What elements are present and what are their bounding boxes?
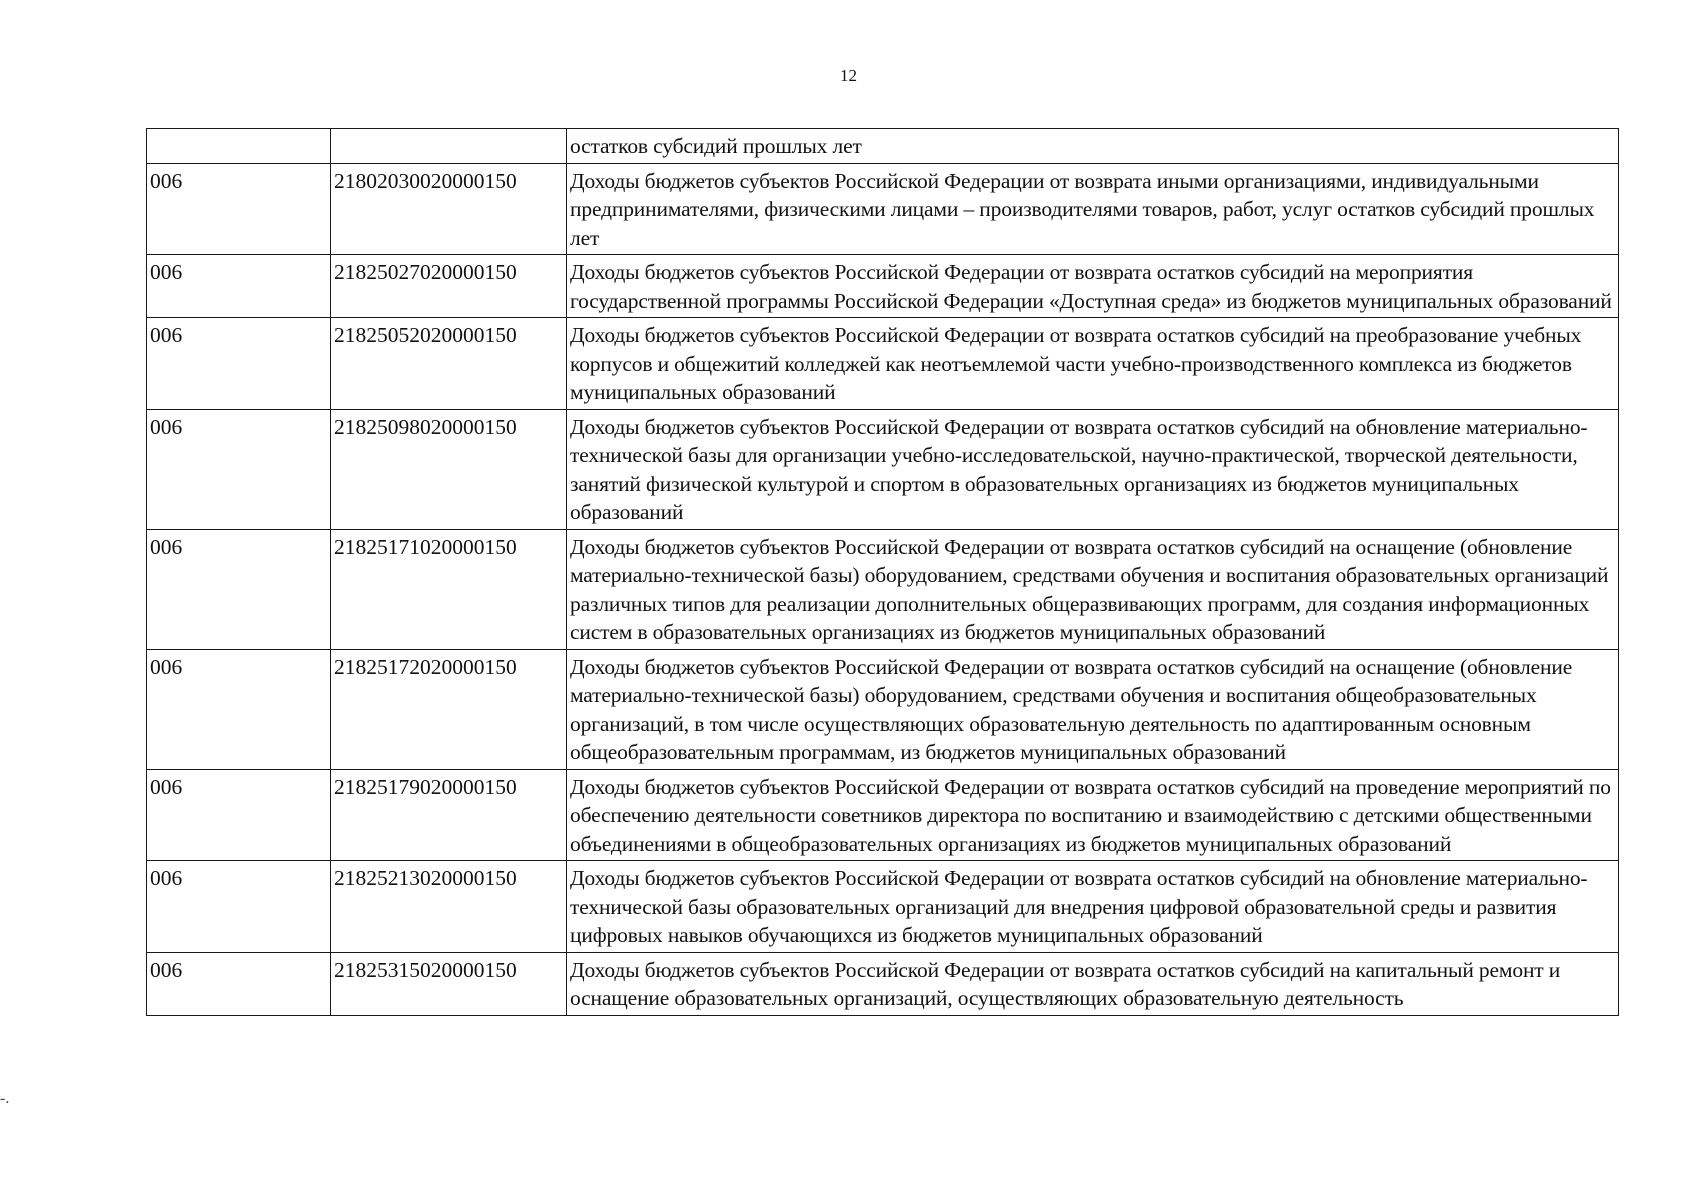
admin-code-cell: [147, 129, 331, 164]
description-cell: Доходы бюджетов субъектов Российской Федерации от возврата остатков субсидий на капитальный ремонт и оснащение образовательных организаций, осуществляющих образовательную деятельность: [567, 952, 1619, 1015]
table-body: [147, 129, 1619, 1016]
description-cell: Доходы бюджетов субъектов Российской Федерации от возврата остатков субсидий на обновление материально-технической базы для организации учебно-исследовательской, научно-практической, творческой деятельности, занятий физической культурой и спортом в образовательных организациях из бюджетов муниципальных образований: [567, 409, 1619, 529]
description-cell: Доходы бюджетов субъектов Российской Федерации от возврата иными организациями, индивидуальными предпринимателями, физическими лицами – производителями товаров, работ, услуг остатков субсидий прошлых лет: [567, 163, 1619, 255]
budget-code-cell: 21825172020000150: [331, 649, 567, 769]
table-row: [147, 952, 1619, 1015]
table-row: [147, 861, 1619, 953]
admin-code-cell: 006: [147, 163, 331, 255]
budget-code-cell: 21802030020000150: [331, 163, 567, 255]
table-row: [147, 529, 1619, 649]
budget-code-cell: 21825179020000150: [331, 769, 567, 861]
revenue-codes-table: [146, 128, 1619, 1016]
budget-code-cell: 21825052020000150: [331, 318, 567, 410]
description-cell: Доходы бюджетов субъектов Российской Федерации от возврата остатков субсидий на мероприятия государственной программы Российской Федерации «Доступная среда» из бюджетов муниципальных образований: [567, 255, 1619, 318]
description-cell: Доходы бюджетов субъектов Российской Федерации от возврата остатков субсидий на оснащение (обновление материально-технической базы) оборудованием, средствами обучения и воспитания общеобразовательных организаций, в том числе осуществляющих образовательную деятельность по адаптированным основным общеобразовательным программам, из бюджетов муниципальных образований: [567, 649, 1619, 769]
table-row: [147, 769, 1619, 861]
admin-code-cell: 006: [147, 649, 331, 769]
page-number: 12: [840, 66, 857, 85]
admin-code-cell: 006: [147, 861, 331, 953]
budget-code-cell: [331, 129, 567, 164]
budget-code-cell: 21825171020000150: [331, 529, 567, 649]
description-cell: Доходы бюджетов субъектов Российской Федерации от возврата остатков субсидий на оснащение (обновление материально-технической базы) оборудованием, средствами обучения и воспитания образовательных организаций различных типов для реализации дополнительных общеразвивающих программ, для создания информационных систем в образовательных организациях из бюджетов муниципальных образований: [567, 529, 1619, 649]
description-cell: остатков субсидий прошлых лет: [567, 129, 1619, 164]
budget-code-cell: 21825098020000150: [331, 409, 567, 529]
budget-code-cell: 21825213020000150: [331, 861, 567, 953]
margin-mark: -.: [0, 1090, 10, 1107]
admin-code-cell: 006: [147, 318, 331, 410]
admin-code-cell: 006: [147, 529, 331, 649]
admin-code-cell: 006: [147, 409, 331, 529]
admin-code-cell: 006: [147, 255, 331, 318]
table-row: [147, 318, 1619, 410]
budget-code-cell: 21825027020000150: [331, 255, 567, 318]
table-row: [147, 649, 1619, 769]
description-cell: Доходы бюджетов субъектов Российской Федерации от возврата остатков субсидий на преобразование учебных корпусов и общежитий колледжей как неотъемлемой части учебно-производственного комплекса из бюджетов муниципальных образований: [567, 318, 1619, 410]
table-row: [147, 255, 1619, 318]
description-cell: Доходы бюджетов субъектов Российской Федерации от возврата остатков субсидий на проведение мероприятий по обеспечению деятельности советников директора по воспитанию и взаимодействию с детскими общественными объединениями в общеобразовательных организациях из бюджетов муниципальных образований: [567, 769, 1619, 861]
admin-code-cell: 006: [147, 952, 331, 1015]
admin-code-cell: 006: [147, 769, 331, 861]
budget-code-cell: 21825315020000150: [331, 952, 567, 1015]
description-cell: Доходы бюджетов субъектов Российской Федерации от возврата остатков субсидий на обновление материально-технической базы образовательных организаций для внедрения цифровой образовательной среды и развития цифровых навыков обучающихся из бюджетов муниципальных образований: [567, 861, 1619, 953]
table-row: [147, 409, 1619, 529]
table-row-continuation: [147, 129, 1619, 164]
table-row: [147, 163, 1619, 255]
